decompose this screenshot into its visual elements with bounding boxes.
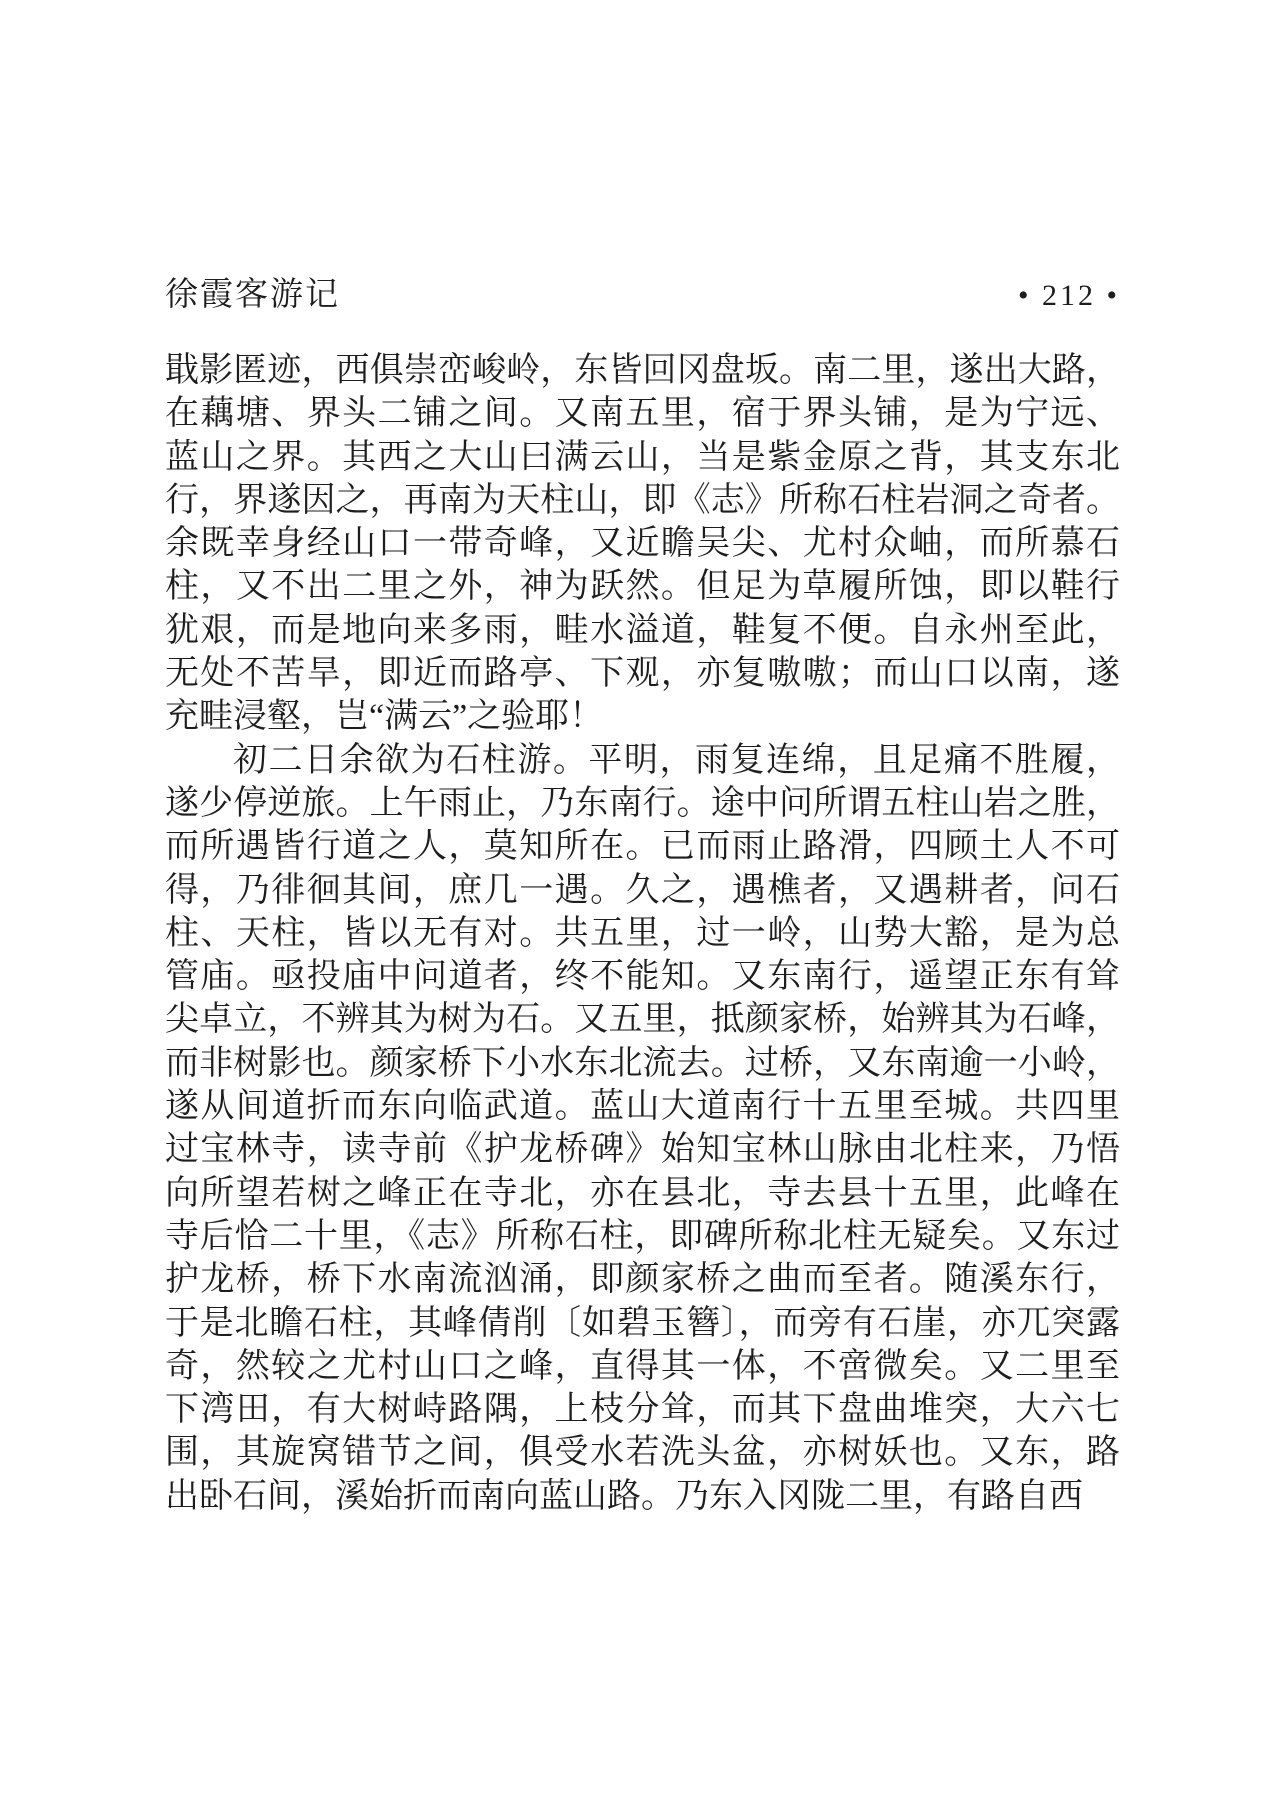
text-line: 无处不苦旱，即近而路亭、下观，亦复嗷嗷；而山口以南，遂 <box>165 655 1120 693</box>
paragraph <box>165 739 1120 1518</box>
page-header <box>165 268 1120 315</box>
text-line: 遂少停逆旅。上午雨止，乃东南行。途中问所谓五柱山岩之胜， <box>165 784 1120 822</box>
text-line: 充畦浸壑，岂“满云”之验耶！ <box>165 698 604 736</box>
text-line: 柱、天柱，皆以无有对。共五里，过一岭，山势大豁，是为总 <box>165 914 1120 952</box>
text-line: 得，乃徘徊其间，庶几一遇。久之，遇樵者，又遇耕者，问石 <box>165 871 1120 909</box>
text-line: 遂从间道折而东向临武道。蓝山大道南行十五里至城。共四里 <box>165 1088 1120 1126</box>
paragraph <box>165 349 1120 739</box>
text-line: 余既幸身经山口一带奇峰，又近瞻吴尖、尤村众岫，而所慕石 <box>165 525 1120 563</box>
running-head-book-title: 徐霞客游记 <box>165 277 340 313</box>
text-line: 向所望若树之峰正在寺北，亦在县北，寺去县十五里，此峰在 <box>165 1174 1120 1212</box>
text-line: 护龙桥，桥下水南流汹涌，即颜家桥之曲而至者。随溪东行， <box>165 1261 1120 1299</box>
text-line: 而非树影也。颜家桥下小水东北流去。过桥，又东南逾一小岭， <box>165 1044 1120 1082</box>
text-line: 犹艰，而是地向来多雨，畦水溢道，鞋复不便。自永州至此， <box>165 611 1120 649</box>
text-line: 戢影匿迹，西俱崇峦峻岭，东皆回冈盘坂。南二里，遂出大路， <box>165 352 1120 389</box>
text-line: 出卧石间，溪始折而南向蓝山路。乃东入冈陇二里，有路自西 <box>165 1477 1083 1515</box>
text-line: 下湾田，有大树峙路隅，上枝分耸，而其下盘曲堆突，大六七 <box>165 1391 1120 1429</box>
body-text <box>165 349 1120 1518</box>
text-line: 在藕塘、界头二铺之间。又南五里，宿于界头铺，是为宁远、 <box>165 395 1120 433</box>
text-line: 柱，又不出二里之外，神为跃然。但足为草履所蚀，即以鞋行 <box>165 568 1120 606</box>
text-line: 奇，然较之尤村山口之峰，直得其一体，不啻微矣。又二里至 <box>165 1347 1120 1385</box>
text-line: 寺后恰二十里，《志》所称石柱，即碑所称北柱无疑矣。又东过 <box>165 1217 1120 1255</box>
text-line: 于是北瞻石柱，其峰倩削〔如碧玉簪〕，而旁有石崖，亦兀突露 <box>165 1304 1120 1342</box>
text-line: 管庙。亟投庙中问道者，终不能知。又东南行，遥望正东有耸 <box>165 958 1120 996</box>
text-line: 过宝林寺，读寺前《护龙桥碑》始知宝林山脉由北柱来，乃悟 <box>165 1131 1120 1169</box>
text-line: 行，界遂因之，再南为天柱山，即《志》所称石柱岩洞之奇者。 <box>165 481 1120 519</box>
page-number: • 212 • <box>1017 279 1120 312</box>
text-line: 尖卓立，不辨其为树为石。又五里，抵颜家桥，始辨其为石峰， <box>165 1001 1120 1039</box>
text-line: 围，其旋窝错节之间，俱受水若洗头盆，亦树妖也。又东，路 <box>165 1434 1120 1472</box>
text-line: 蓝山之界。其西之大山曰满云山，当是紫金原之背，其支东北 <box>165 438 1120 476</box>
text-line: 而所遇皆行道之人，莫知所在。已而雨止路滑，四顾土人不可 <box>165 828 1120 866</box>
text-line: 初二日余欲为石柱游。平明，雨复连绵，且足痛不胜履， <box>233 741 1120 779</box>
